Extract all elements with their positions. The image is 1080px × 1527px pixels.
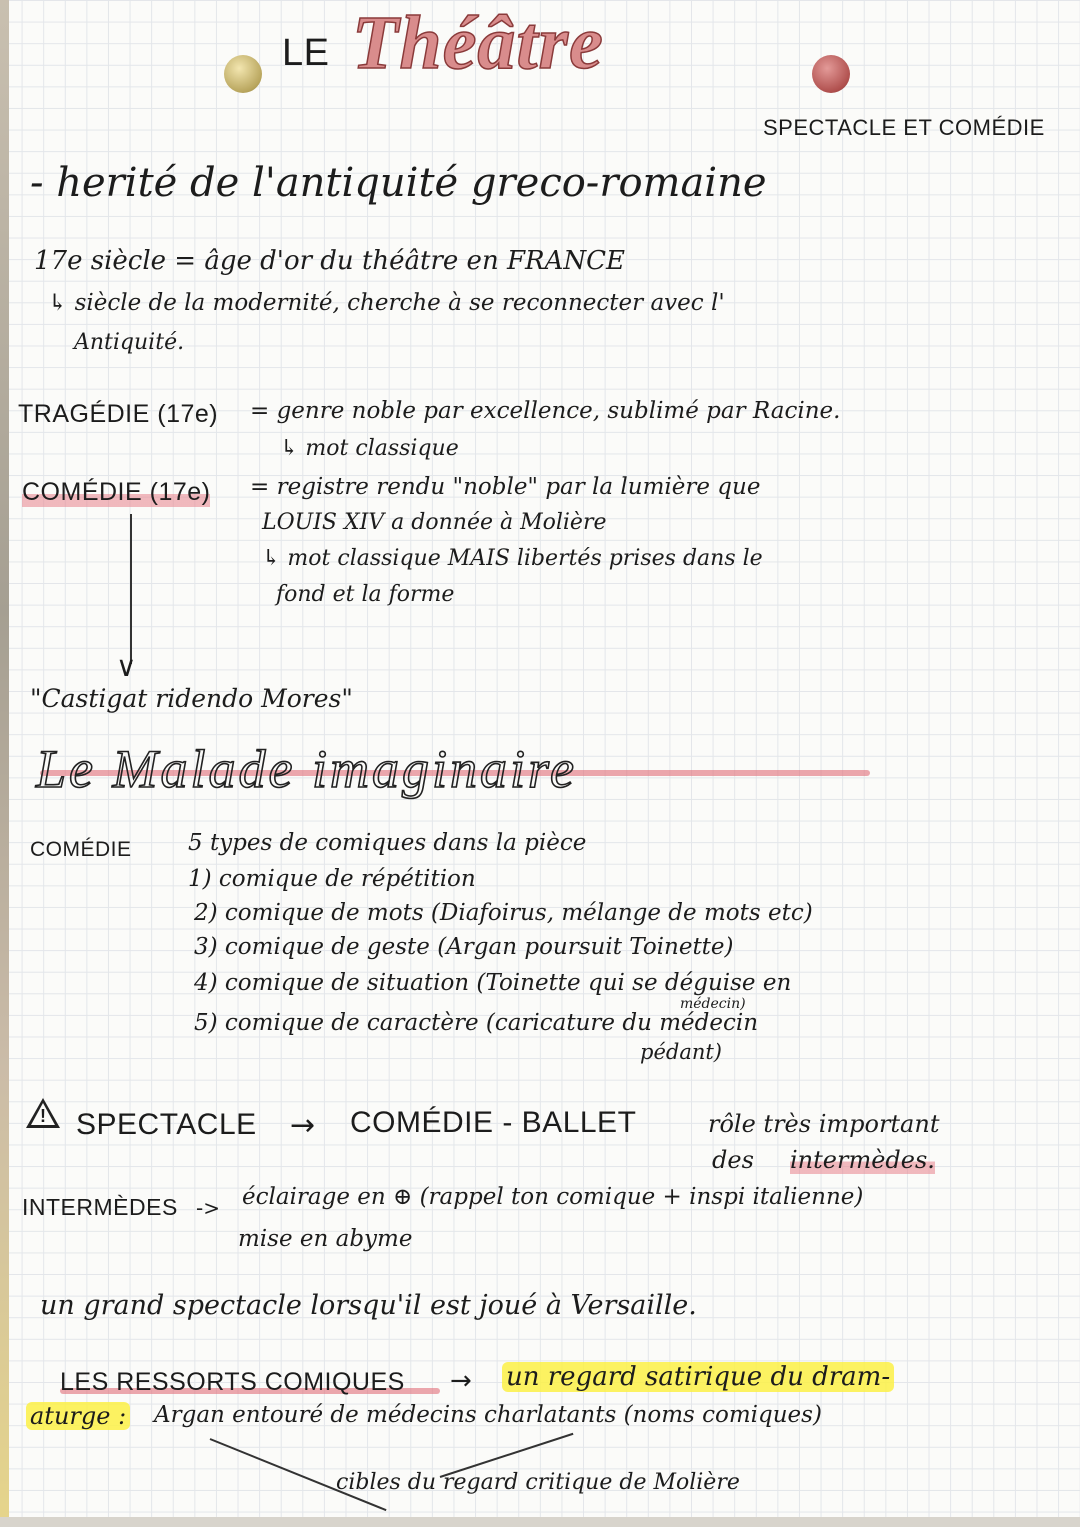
comedie-ballet-label: COMÉDIE - BALLET	[350, 1106, 637, 1139]
intermedes-text-1: éclairage en ⊕ (rappel ton comique + inspi italienne)	[242, 1184, 864, 1210]
red-dot-decoration	[812, 55, 850, 93]
warning-mark: !	[40, 1106, 46, 1126]
latin-quote: "Castigat ridendo Mores"	[30, 684, 353, 713]
role-note-2-prefix: des	[712, 1146, 754, 1174]
page-title: Théâtre	[352, 1, 604, 85]
gold-dot-decoration	[224, 55, 262, 93]
spectacle-arrow: →	[290, 1108, 316, 1143]
play-title: Le Malade imaginaire	[36, 739, 577, 799]
comedie-definition-3: ↳ mot classique MAIS libertés prises dans le	[262, 546, 763, 571]
intermedes-highlight: intermèdes.	[790, 1146, 935, 1174]
comique-item-3: 3) comique de geste (Argan poursuit Toinette)	[194, 934, 734, 960]
tragedie-definition: = genre noble par excellence, sublimé par Racine.	[250, 398, 841, 424]
comique-item-1: 1) comique de répétition	[188, 866, 476, 892]
tragedie-sub: ↳ mot classique	[280, 436, 459, 461]
down-arrow-head-icon: ∨	[116, 650, 137, 683]
comique-item-4: 4) comique de situation (Toinette qui se déguise en	[194, 970, 792, 996]
comique-item-5-continued: pédant)	[640, 1040, 722, 1064]
notebook-edge	[0, 0, 9, 1527]
intermedes-label: INTERMÈDES	[22, 1194, 178, 1220]
spectacle-label: SPECTACLE	[76, 1108, 257, 1141]
intermedes-arrow: ->	[196, 1196, 220, 1220]
down-arrow-line	[130, 514, 132, 664]
comiques-intro: 5 types de comiques dans la pièce	[188, 830, 587, 856]
title-prefix: LE	[282, 32, 330, 74]
dramaturge-highlight: aturge :	[26, 1402, 130, 1430]
siecle-line-2: ↳ siècle de la modernité, cherche à se reconnecter avec l'	[48, 290, 725, 316]
argan-text: Argan entouré de médecins charlatants (noms comiques)	[154, 1402, 822, 1428]
satirique-highlight: un regard satirique du dram-	[502, 1362, 894, 1392]
comique-item-4-note: médecin)	[680, 996, 746, 1012]
ressorts-label: LES RESSORTS COMIQUES	[60, 1368, 405, 1396]
role-note-1: rôle très important	[708, 1110, 940, 1138]
heritage-line: - herité de l'antiquité greco-romaine	[30, 160, 767, 206]
tragedie-label: TRAGÉDIE (17e)	[18, 400, 219, 428]
ressorts-arrow: →	[450, 1366, 472, 1396]
comedie-definition-1: = registre rendu "noble" par la lumière que	[250, 474, 761, 500]
versailles-line: un grand spectacle lorsqu'il est joué à Versaille.	[40, 1290, 697, 1321]
intermedes-text-2: mise en abyme	[238, 1226, 413, 1252]
comedie-section-label: COMÉDIE	[30, 838, 132, 861]
comique-item-2: 2) comique de mots (Diafoirus, mélange de mots etc)	[194, 900, 813, 926]
cibles-line: cibles du regard critique de Molière	[336, 1470, 740, 1495]
comedie-definition-2: LOUIS XIV a donnée à Molière	[262, 510, 607, 535]
comedie-label: COMÉDIE (17e)	[22, 478, 211, 506]
page-subtitle: SPECTACLE ET COMÉDIE	[763, 115, 1045, 140]
comedie-definition-4: fond et la forme	[276, 582, 455, 607]
comique-item-5: 5) comique de caractère (caricature du médecin	[194, 1010, 759, 1036]
siecle-line-3: Antiquité.	[74, 330, 185, 355]
page-bottom-edge	[0, 1517, 1080, 1527]
siecle-line-1: 17e siècle = âge d'or du théâtre en FRANCE	[34, 246, 625, 276]
